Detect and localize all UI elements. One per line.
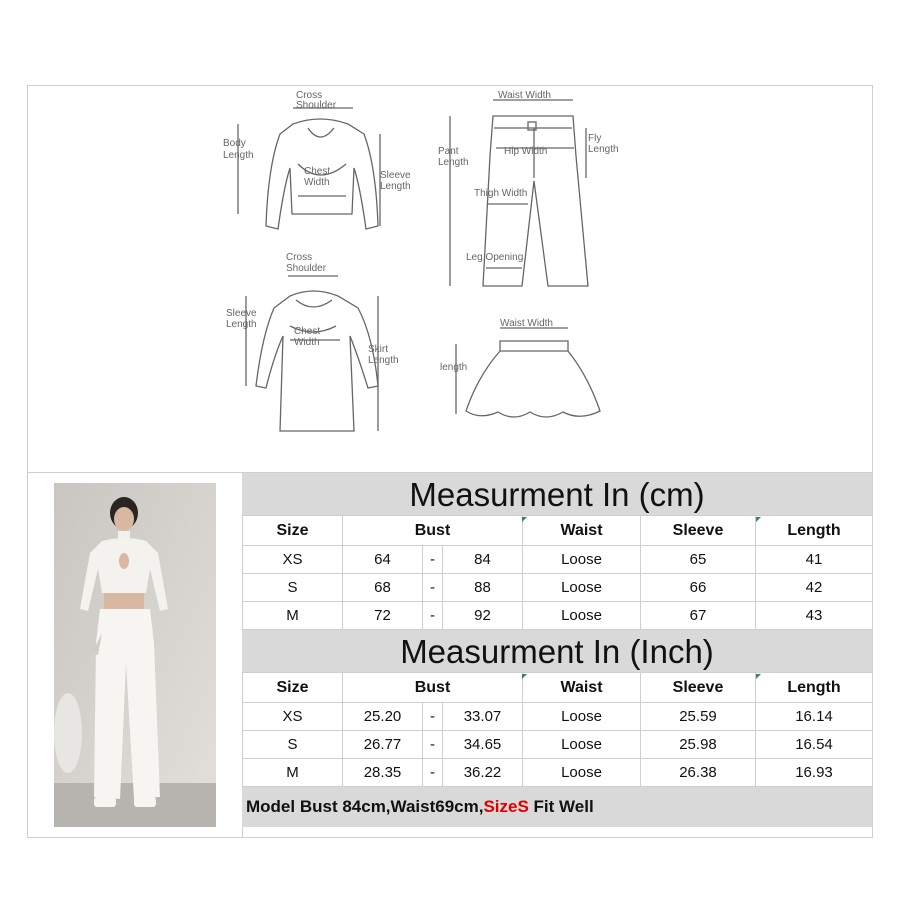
label-leg-opening: Leg Opening bbox=[466, 252, 524, 263]
cell-bust-min: 26.77 bbox=[343, 731, 423, 759]
label-body-length-1: Body bbox=[223, 138, 246, 149]
cell-dash: - bbox=[423, 602, 443, 630]
cell-length: 16.93 bbox=[756, 759, 873, 787]
cell-length: 16.54 bbox=[756, 731, 873, 759]
cell-waist: Loose bbox=[523, 574, 641, 602]
label-dress-sleeve-length-2: Length bbox=[226, 319, 257, 330]
inch-table-title: Measurment In (Inch) bbox=[242, 630, 872, 672]
model-note-prefix: Model Bust 84cm,Waist69cm, bbox=[246, 797, 484, 816]
cell-sleeve: 66 bbox=[641, 574, 756, 602]
label-dress-sleeve-length-1: Sleeve bbox=[226, 308, 257, 319]
cell-sleeve: 67 bbox=[641, 602, 756, 630]
cell-bust-min: 68 bbox=[343, 574, 423, 602]
cell-waist: Loose bbox=[523, 703, 641, 731]
cell-dash: - bbox=[423, 546, 443, 574]
skirt-outline bbox=[466, 341, 600, 417]
label-pant-length-1: Pant bbox=[438, 146, 459, 157]
model-photo bbox=[54, 483, 216, 827]
cell-bust-max: 92 bbox=[443, 602, 523, 630]
header-bust: Bust bbox=[343, 516, 523, 546]
label-skirt-length-2: Length bbox=[368, 355, 399, 366]
header-sleeve: Sleeve bbox=[641, 516, 756, 546]
cell-bust-min: 64 bbox=[343, 546, 423, 574]
header-bust: Bust bbox=[343, 673, 523, 703]
cell-sleeve: 25.59 bbox=[641, 703, 756, 731]
table-row bbox=[243, 703, 873, 731]
cell-bust-min: 72 bbox=[343, 602, 423, 630]
cell-size: S bbox=[243, 731, 343, 759]
inch-size-table bbox=[242, 672, 873, 787]
table-header-row bbox=[243, 516, 873, 546]
cell-bust-max: 36.22 bbox=[443, 759, 523, 787]
table-row bbox=[243, 759, 873, 787]
cell-bust-min: 28.35 bbox=[343, 759, 423, 787]
header-size: Size bbox=[243, 516, 343, 546]
label-dress-chest-width-1: Chest bbox=[294, 326, 321, 337]
label-cross-shoulder-1: Cross bbox=[296, 90, 323, 101]
cell-sleeve: 25.98 bbox=[641, 731, 756, 759]
label-skirt-length-1: Skirt bbox=[368, 344, 388, 355]
label-skirt-length: length bbox=[440, 362, 468, 373]
table-row bbox=[243, 731, 873, 759]
cell-waist: Loose bbox=[523, 546, 641, 574]
cm-table-title: Measurment In (cm) bbox=[242, 473, 872, 515]
cell-bust-max: 88 bbox=[443, 574, 523, 602]
header-length: Length bbox=[756, 516, 873, 546]
cell-marker bbox=[756, 674, 761, 679]
label-fly-length-2: Length bbox=[588, 144, 619, 155]
label-chest-width-1: Chest bbox=[304, 166, 331, 177]
cell-dash: - bbox=[423, 703, 443, 731]
cell-size: M bbox=[243, 759, 343, 787]
label-dress-chest-width-2: Width bbox=[294, 337, 320, 348]
cell-marker bbox=[522, 674, 527, 679]
cell-dash: - bbox=[423, 731, 443, 759]
cell-length: 42 bbox=[756, 574, 873, 602]
header-length: Length bbox=[756, 673, 873, 703]
cell-waist: Loose bbox=[523, 759, 641, 787]
label-fly-length-1: Fly bbox=[588, 133, 602, 144]
cell-length: 43 bbox=[756, 602, 873, 630]
cell-size: M bbox=[243, 602, 343, 630]
cell-marker bbox=[756, 517, 761, 522]
cm-size-table bbox=[242, 515, 873, 630]
cell-length: 16.14 bbox=[756, 703, 873, 731]
cell-dash: - bbox=[423, 574, 443, 602]
model-fit-note bbox=[242, 787, 872, 827]
label-pant-waist-width: Waist Width bbox=[498, 90, 551, 101]
table-header-row bbox=[243, 673, 873, 703]
cell-size: S bbox=[243, 574, 343, 602]
cell-sleeve: 65 bbox=[641, 546, 756, 574]
table-row bbox=[243, 546, 873, 574]
label-chest-width-2: Width bbox=[304, 177, 330, 188]
header-sleeve: Sleeve bbox=[641, 673, 756, 703]
cell-waist: Loose bbox=[523, 602, 641, 630]
cell-bust-min: 25.20 bbox=[343, 703, 423, 731]
dress-outline bbox=[256, 291, 378, 431]
model-note-suffix: Fit Well bbox=[528, 797, 594, 816]
cell-size: XS bbox=[243, 703, 343, 731]
table-row bbox=[243, 602, 873, 630]
header-size: Size bbox=[243, 673, 343, 703]
cell-size: XS bbox=[243, 546, 343, 574]
model-note-size: SizeS bbox=[483, 797, 529, 816]
measurement-diagram-panel bbox=[28, 86, 872, 473]
cell-marker bbox=[522, 517, 527, 522]
label-dress-cross-shoulder-1: Cross bbox=[286, 252, 313, 263]
label-dress-cross-shoulder-2: Shoulder bbox=[286, 263, 327, 274]
label-pant-length-2: Length bbox=[438, 157, 469, 168]
cell-length: 41 bbox=[756, 546, 873, 574]
cell-dash: - bbox=[423, 759, 443, 787]
label-cross-shoulder-2: Shoulder bbox=[296, 100, 337, 111]
label-hip-width: Hip Width bbox=[504, 146, 548, 157]
label-sleeve-length-2: Length bbox=[380, 181, 411, 192]
cell-bust-max: 33.07 bbox=[443, 703, 523, 731]
size-tables bbox=[242, 473, 872, 837]
label-body-length-2: Length bbox=[223, 150, 254, 161]
table-row bbox=[243, 574, 873, 602]
cell-bust-max: 34.65 bbox=[443, 731, 523, 759]
model-photo-panel bbox=[28, 473, 243, 837]
cell-sleeve: 26.38 bbox=[641, 759, 756, 787]
garment-diagrams bbox=[28, 86, 872, 472]
header-waist: Waist bbox=[523, 516, 641, 546]
header-waist: Waist bbox=[523, 673, 641, 703]
label-thigh-width: Thigh Width bbox=[474, 188, 528, 199]
cell-bust-max: 84 bbox=[443, 546, 523, 574]
label-sleeve-length-1: Sleeve bbox=[380, 170, 411, 181]
cell-waist: Loose bbox=[523, 731, 641, 759]
label-skirt-waist-width: Waist Width bbox=[500, 318, 553, 329]
